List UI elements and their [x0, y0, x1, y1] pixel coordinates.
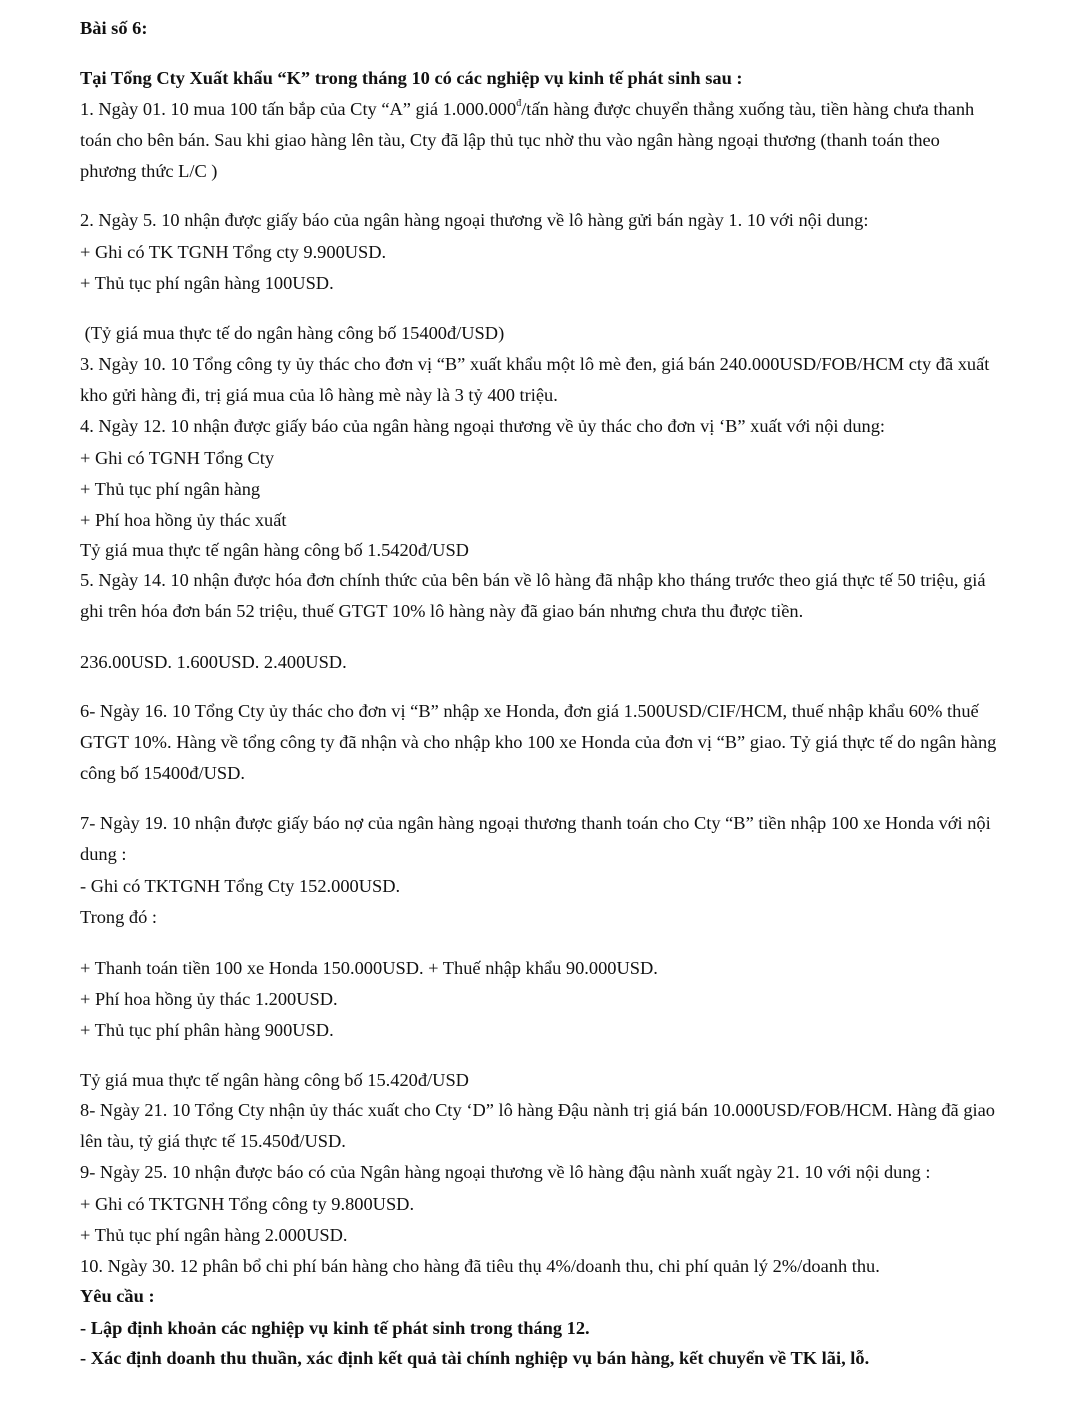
requirement-2: - Xác định doanh thu thuần, xác định kết quả tài chính nghiệp vụ bán hàng, kết chuyển về TK lãi, lỗ.	[80, 1348, 870, 1368]
item-2-rate: (Tỷ giá mua thực tế do ngân hàng công bố 15400đ/USD)	[80, 323, 505, 343]
item-7-line-4: + Phí hoa hồng ủy thác 1.200USD.	[80, 989, 338, 1009]
item-9: 9- Ngày 25. 10 nhận được báo có của Ngân hàng ngoại thương về lô hàng đậu nành xuất ngày 21. 10 với nội dung :	[80, 1162, 931, 1182]
exercise-intro: Tại Tổng Cty Xuất khẩu “K” trong tháng 10 có các nghiệp vụ kinh tế phát sinh sau :	[80, 68, 743, 88]
item-7-line-3: + Thanh toán tiền 100 xe Honda 150.000USD. + Thuế nhập khẩu 90.000USD.	[80, 958, 658, 978]
item-2-line-1: + Ghi có TK TGNH Tổng cty 9.900USD.	[80, 242, 387, 262]
requirement-1: - Lập định khoản các nghiệp vụ kinh tế phát sinh trong tháng 12.	[80, 1318, 590, 1338]
requirements-heading: Yêu cầu :	[80, 1286, 155, 1306]
item-1	[80, 94, 1000, 187]
item-7-line-5: + Thủ tục phí phân hàng 900USD.	[80, 1020, 334, 1040]
item-7-rate: Tỷ giá mua thực tế ngân hàng công bố 15.420đ/USD	[80, 1070, 469, 1090]
item-4-line-2: + Thủ tục phí ngân hàng	[80, 479, 261, 499]
item-9-line-2: + Thủ tục phí ngân hàng 2.000USD.	[80, 1225, 348, 1245]
item-1-text-end: /tấn hàng được chuyển thẳng xuống tàu, tiền hàng chưa thanh toán cho bên bán. Sau khi giao hàng lên tàu, Cty đã lập thủ tục nhờ thu vào ngân hàng ngoại thương (thanh toán theo phương thức L/C )	[80, 99, 975, 181]
item-5: 5. Ngày 14. 10 nhận được hóa đơn chính thức của bên bán về lô hàng đã nhập kho tháng trước theo giá thực tế 50 triệu, giá ghi trên hóa đơn bán 52 triệu, thuế GTGT 10% lô hàng này đã giao bán nhưng chưa thu được tiền.	[80, 570, 986, 621]
item-5-amounts: 236.00USD. 1.600USD. 2.400USD.	[80, 652, 347, 672]
item-4-line-3: + Phí hoa hồng ủy thác xuất	[80, 510, 287, 530]
item-6: 6- Ngày 16. 10 Tổng Cty ủy thác cho đơn vị “B” nhập xe Honda, đơn giá 1.500USD/CIF/HCM, thuế nhập khẩu 60% thuế GTGT 10%. Hàng về tổng công ty đã nhận và cho nhập kho 100 xe Honda của đơn vị “B” giao. Tỷ giá thực tế do ngân hàng công bố 15400đ/USD.	[80, 701, 997, 783]
item-4-rate: Tỷ giá mua thực tế ngân hàng công bố 1.5420đ/USD	[80, 540, 469, 560]
item-8: 8- Ngày 21. 10 Tổng Cty nhận ủy thác xuất cho Cty ‘D” lô hàng Đậu nành trị giá bán 10.000USD/FOB/HCM. Hàng đã giao lên tàu, tỷ giá thực tế 15.450đ/USD.	[80, 1100, 995, 1151]
item-7: 7- Ngày 19. 10 nhận được giấy báo nợ của ngân hàng ngoại thương thanh toán cho Cty “B” tiền nhập 100 xe Honda với nội dung :	[80, 813, 991, 864]
exercise-title: Bài số 6:	[80, 18, 148, 38]
item-3: 3. Ngày 10. 10 Tổng công ty ủy thác cho đơn vị “B” xuất khẩu một lô mè đen, giá bán 240.000USD/FOB/HCM cty đã xuất kho gửi hàng đi, trị giá mua của lô hàng mè này là 3 tỷ 400 triệu.	[80, 354, 990, 405]
item-4-line-1: + Ghi có TGNH Tổng Cty	[80, 448, 275, 468]
item-1-currency-sup: đ	[516, 97, 522, 109]
item-9-line-1: + Ghi có TKTGNH Tổng công ty 9.800USD.	[80, 1194, 415, 1214]
item-2-line-2: + Thủ tục phí ngân hàng 100USD.	[80, 273, 334, 293]
item-7-line-2: Trong đó :	[80, 907, 157, 927]
item-7-line-1: - Ghi có TKTGNH Tổng Cty 152.000USD.	[80, 876, 401, 896]
item-1-text-start: 1. Ngày 01. 10 mua 100 tấn bắp của Cty “A” giá 1.000.000	[80, 99, 517, 119]
item-4: 4. Ngày 12. 10 nhận được giấy báo của ngân hàng ngoại thương về ủy thác cho đơn vị ‘B” xuất với nội dung:	[80, 416, 886, 436]
item-2: 2. Ngày 5. 10 nhận được giấy báo của ngân hàng ngoại thương về lô hàng gửi bán ngày 1. 10 với nội dung:	[80, 210, 869, 230]
item-10: 10. Ngày 30. 12 phân bổ chi phí bán hàng cho hàng đã tiêu thụ 4%/doanh thu, chi phí quản lý 2%/doanh thu.	[80, 1256, 880, 1276]
